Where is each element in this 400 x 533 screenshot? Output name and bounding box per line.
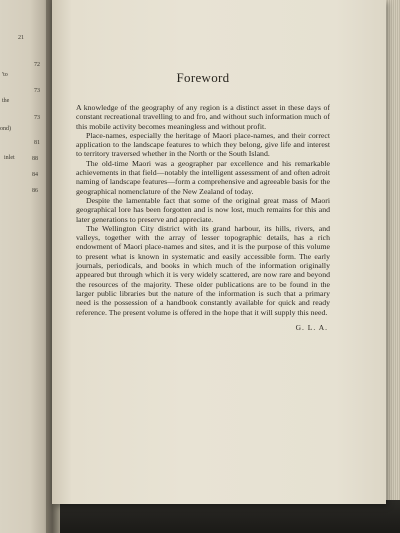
left-page-fragment: 'to — [2, 72, 8, 78]
left-page-fragment: 86 — [32, 188, 38, 194]
paragraph: A knowledge of the geography of any region is a distinct asset in these days of constant recreational travelling to and fro, and without such information much of this mobile activity becomes meaningless and without profit. — [76, 103, 330, 131]
left-page-fragment: 21 — [18, 35, 24, 41]
left-page-fragment: the — [2, 98, 10, 104]
left-page-fragment: 88 — [32, 156, 38, 162]
left-page-fragment: 73 — [34, 115, 40, 121]
paragraph: The Wellington City district with its grand harbour, its hills, rivers, and valleys, together with the array of lesser topographic details, has a rich endowment of Maori place-names and sites, and it is the purpose of this volume to present what is known in systematic and easily accessible form. The early journals, periodicals, and books in which much of the information originally appeared but through which it is very widely scattered, are now rare and beyond the resources of the majority. These older publications are to be found in the larger public libraries but the nature of the information is such that a primary need is the possession of a handbook constantly available for quick and ready reference. The present volume is offered in the hope that it will supply this need. — [76, 223, 330, 317]
paragraph: Place-names, especially the heritage of Maori place-names, and their correct application to the landscape features to which they belong, give life and interest to territory traversed whether in the North or the South Island. — [76, 130, 330, 159]
table-surface — [0, 500, 400, 533]
paragraph: Despite the lamentable fact that some of the original great mass of Maori geographical lore has been forgotten and is now lost, much remains for this and later generations to preserve and appreciate. — [76, 195, 330, 224]
foreword-section — [76, 70, 330, 332]
left-page-fragment: inlet — [4, 155, 15, 161]
left-page-fragment: 73 — [34, 88, 40, 94]
left-page-fragment: 84 — [32, 172, 38, 178]
left-page — [0, 0, 50, 533]
paragraph: The old-time Maori was a geographer par excellence and his remarkable achievements in that field—notably the intelligent assessment of and often adroit naming of landscape features—form a comprehensive and agreeable basis for the geographical nomenclature of the New Zealand of today. — [76, 158, 330, 196]
page-edges — [384, 0, 400, 500]
page-title: Foreword — [176, 70, 230, 85]
left-page-fragment: ond) — [0, 126, 11, 132]
left-page-fragment: 81 — [34, 140, 40, 146]
left-page-fragment: 72 — [34, 62, 40, 68]
signature-initials: G. L. A. — [295, 322, 328, 332]
